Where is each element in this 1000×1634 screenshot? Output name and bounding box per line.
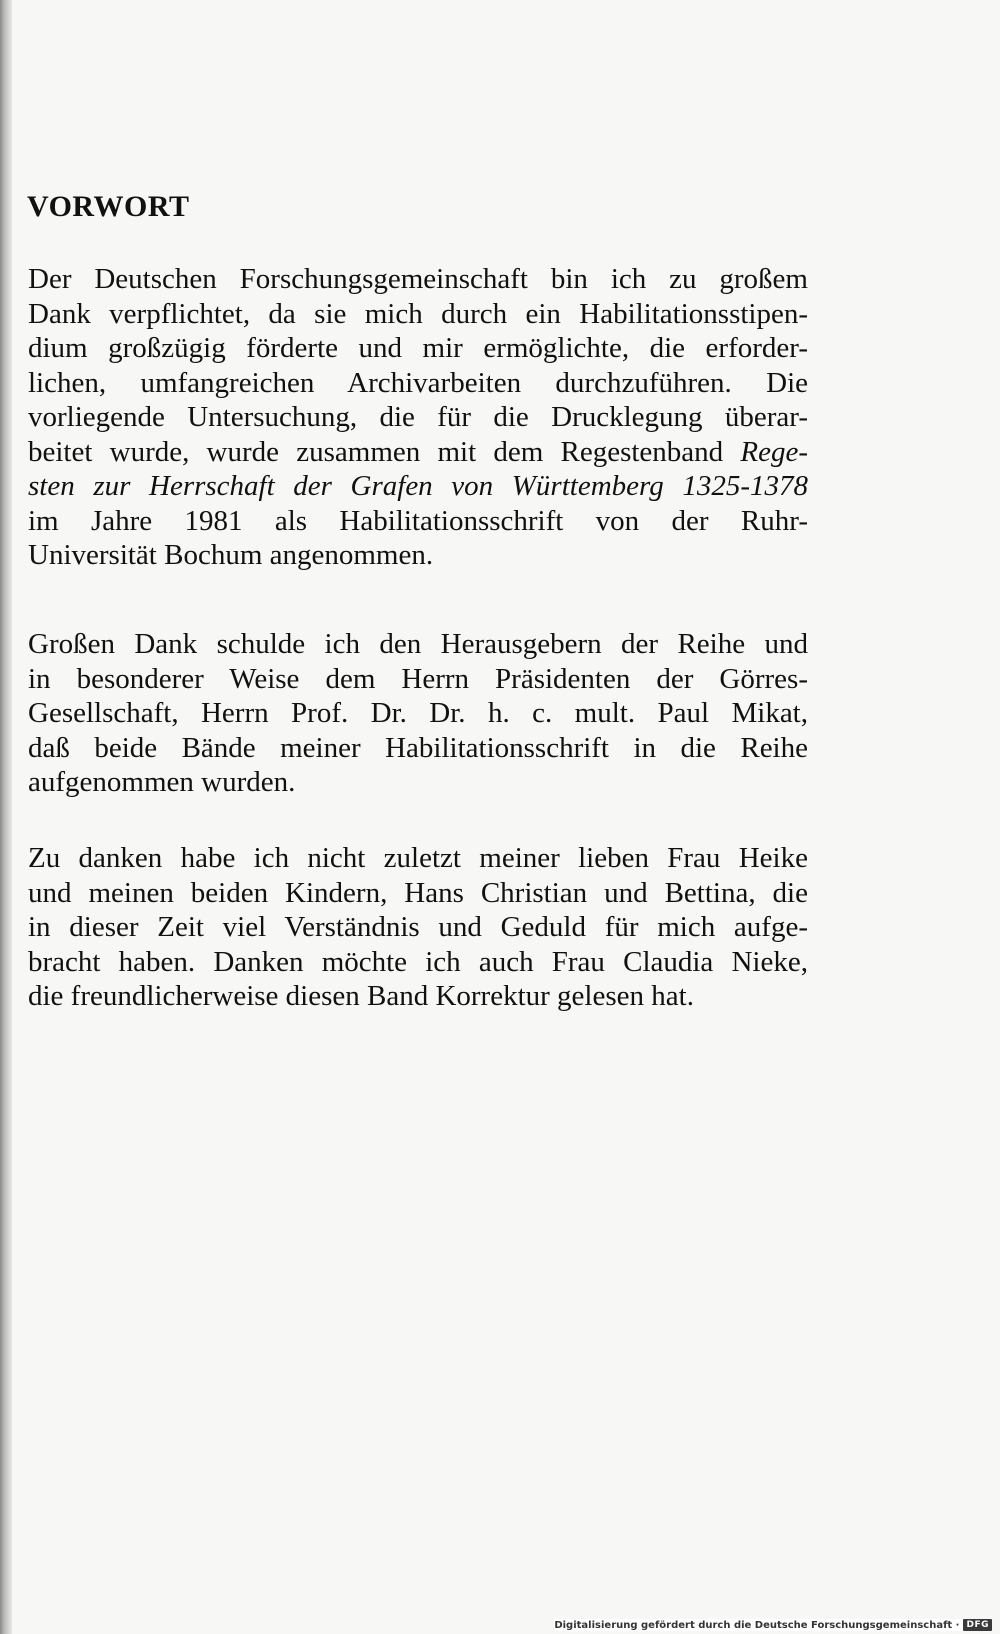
paragraph-acknowledgement-family: [28, 841, 808, 1014]
text-line: im Jahre 1981 als Habilitationsschrift von der Ruhr-: [28, 504, 808, 537]
text-line: Dank verpflichtet, da sie mich durch ein Habilitationsstipen-: [28, 297, 808, 330]
page-title: VORWORT: [27, 190, 190, 223]
page-binding-edge: [0, 0, 12, 1634]
text-line: Gesellschaft, Herrn Prof. Dr. Dr. h. c. mult. Paul Mikat,: [28, 697, 808, 729]
paragraph-acknowledgement-dfg: [28, 262, 808, 573]
text-line: aufgenommen wurden.: [28, 766, 296, 798]
digitization-credit: [554, 1619, 992, 1631]
text-line: Der Deutschen Forschungsgemeinschaft bin ich zu großem: [28, 263, 808, 295]
text-line: bracht haben. Danken möchte ich auch Frau Claudia Nieke,: [28, 945, 808, 978]
text-line: lichen, umfangreichen Archivarbeiten durchzuführen. Die: [28, 366, 808, 399]
dfg-logo-icon: DFG: [963, 1619, 992, 1631]
text-line: daß beide Bände meiner Habilitationsschrift in die Reihe: [28, 731, 808, 764]
text-line: und meinen beiden Kindern, Hans Christian und Bettina, die: [28, 876, 808, 909]
text-line: dium großzügig förderte und mir ermöglichte, die erforder-: [28, 332, 808, 364]
text-line: vorliegende Untersuchung, die für die Drucklegung überar-: [28, 401, 808, 433]
paragraph-acknowledgement-editors: [28, 627, 808, 800]
text-line: Zu danken habe ich nicht zuletzt meiner lieben Frau Heike: [28, 842, 808, 874]
text-line: in besonderer Weise dem Herrn Präsidenten der Görres-: [28, 662, 808, 695]
text-line: in dieser Zeit viel Verständnis und Geduld für mich aufge-: [28, 911, 808, 943]
text-line: die freundlicherweise diesen Band Korrektur gelesen hat.: [28, 980, 694, 1012]
text-line: Universität Bochum angenommen.: [28, 539, 434, 571]
text-line-roman-part: beitet wurde, wurde zusammen mit dem Regestenband: [28, 435, 724, 468]
text-line-italic-part: Rege-: [740, 435, 808, 468]
text-line: Großen Dank schulde ich den Herausgebern der Reihe und: [28, 628, 808, 660]
text-line-mixed: [28, 435, 808, 470]
text-line-italic: sten zur Herrschaft der Grafen von Württemberg 1325-1378: [28, 470, 808, 502]
digitization-credit-text: Digitalisierung gefördert durch die Deutsche Forschungsgemeinschaft ·: [554, 1619, 960, 1631]
